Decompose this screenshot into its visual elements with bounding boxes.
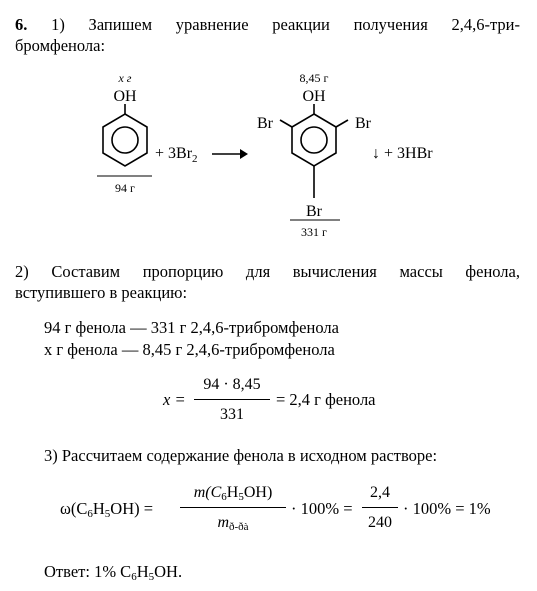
- step1-line1: [15, 15, 520, 35]
- fraction3-denominator: 240: [368, 514, 392, 531]
- proportion-line1: 94 г фенола — 331 г 2,4,6-трибромфенола: [44, 318, 339, 337]
- product-mass-label: 8,45 г: [299, 71, 329, 85]
- byproduct-hbr: ↓ + 3HBr: [372, 145, 433, 162]
- step1-line2: бромфенола:: [15, 36, 106, 55]
- product-br-right: Br: [355, 115, 371, 132]
- phenol-aromatic-circle: [112, 127, 138, 153]
- reagent-bromine: + $3Br_2$: [155, 145, 198, 165]
- x-result: = 2,4 г фенола: [276, 390, 376, 409]
- problem-number: 6.: [15, 15, 28, 34]
- phenol-molar-mass: 94 г: [115, 181, 135, 195]
- fraction1-bar: [194, 399, 270, 400]
- fraction3-numerator: 2,4: [370, 484, 390, 501]
- formula-result: · 100% = 1%: [403, 499, 491, 518]
- reaction-scheme: [0, 68, 537, 253]
- product-br-bottom: Br: [306, 203, 322, 220]
- proportion-line2: x г фенола — 8,45 г 2,4,6-трибромфенола: [44, 340, 335, 359]
- product-br-bond-right: [336, 120, 348, 127]
- product-aromatic-circle: [301, 127, 327, 153]
- product-oh-label: OH: [302, 88, 326, 105]
- fraction1-denominator: 331: [220, 406, 244, 423]
- omega-lhs: $\omega(C_6H_5OH)$ =: [60, 499, 154, 520]
- fraction3-bar: [362, 507, 398, 508]
- step2-line2: вступившего в реакцию:: [15, 283, 188, 302]
- times-100-eq: · 100% =: [291, 499, 353, 518]
- step1-text: 1) Запишем уравнение реакции получения 2,4,6-три-: [51, 15, 520, 34]
- step2-line1: 2) Составим пропорцию для вычисления массы фенола,: [15, 262, 520, 281]
- x-lhs: x =: [163, 390, 186, 409]
- fraction2-numerator: $m(C_6H_5OH)$: [193, 484, 273, 503]
- phenol-mass-label: x г: [118, 71, 132, 85]
- product-br-bond-left: [280, 120, 292, 127]
- answer-line: Ответ: 1% $C_6H_5OH$.: [44, 562, 183, 583]
- fraction2-denominator: $m_{ð-ðà}$: [217, 514, 249, 533]
- product-br-left: Br: [257, 115, 273, 132]
- phenol-ring: [103, 114, 147, 166]
- phenol-oh-label: OH: [113, 88, 137, 105]
- fraction1-numerator: 94 · 8,45: [203, 376, 261, 393]
- product-molar-mass: 331 г: [301, 225, 327, 239]
- product-ring: [292, 114, 336, 166]
- step3-line: 3) Рассчитаем содержание фенола в исходном растворе:: [44, 446, 438, 465]
- fraction2-bar: [180, 507, 286, 508]
- reaction-arrow-head: [240, 149, 248, 159]
